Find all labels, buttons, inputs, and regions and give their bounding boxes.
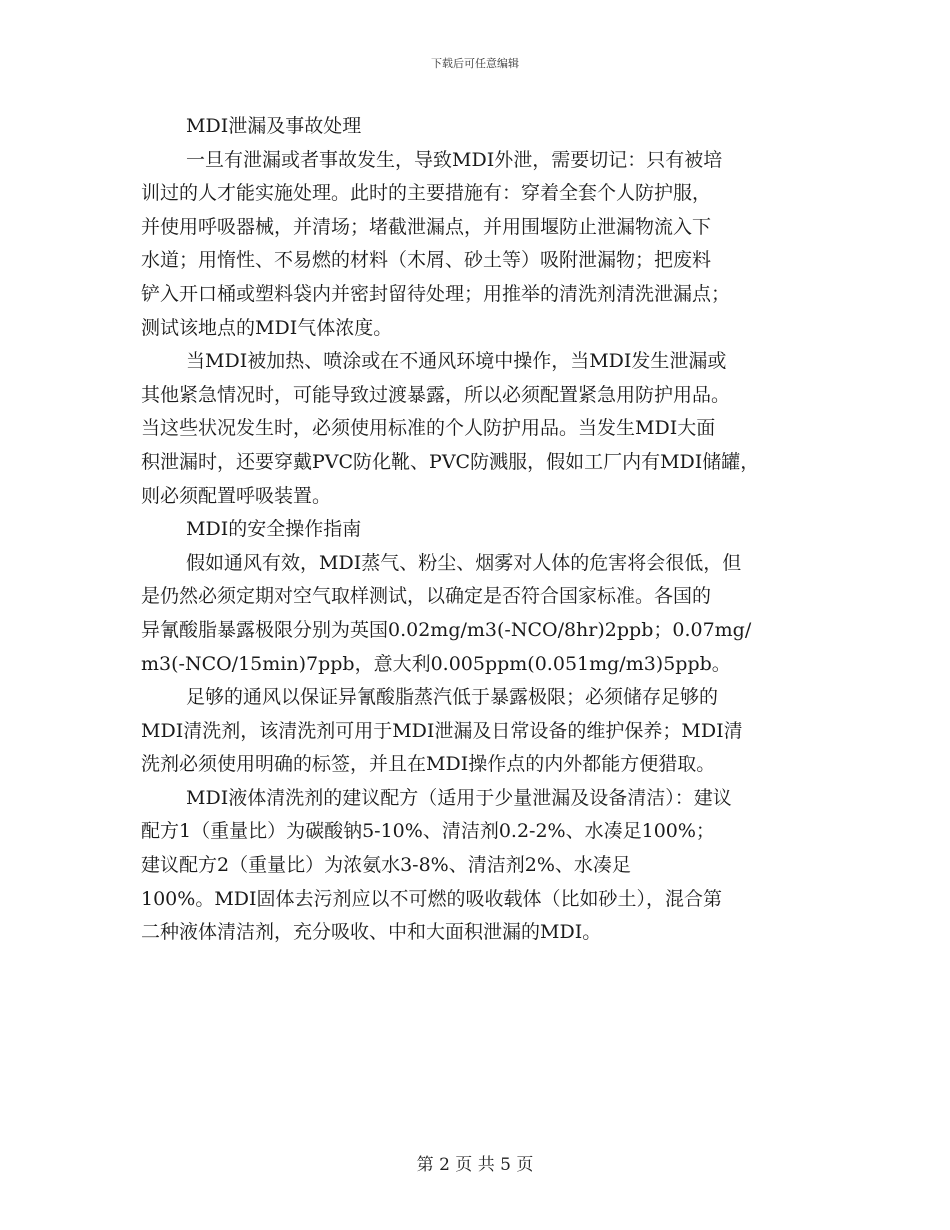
paragraph-line: 100%。MDI固体去污剂应以不可燃的吸收载体（比如砂土），混合第 — [141, 887, 723, 910]
paragraph-line: 二种液体清洁剂，充分吸收、中和大面积泄漏的MDI。 — [141, 921, 602, 944]
paragraph-line: 训过的人才能实施处理。此时的主要措施有：穿着全套个人防护服， — [141, 182, 712, 205]
paragraph-line: 并使用呼吸器械，并清场；堵截泄漏点，并用围堰防止泄漏物流入下 — [141, 215, 712, 238]
paragraph-line: 洗剂必须使用明确的标签，并且在MDI操作点的内外都能方便猎取。 — [141, 753, 716, 776]
page-number: 第 2 页 共 5 页 — [416, 1155, 534, 1175]
paragraph-line: 是仍然必须定期对空气取样测试，以确定是否符合国家标准。各国的 — [141, 585, 712, 608]
paragraph-line: 假如通风有效，MDI蒸气、粉尘、烟雾对人体的危害将会很低，但 — [186, 551, 742, 574]
document-body — [141, 110, 831, 950]
paragraph-line: 测试该地点的MDI气体浓度。 — [141, 316, 393, 339]
page-header-note: 下载后可任意编辑 — [431, 57, 519, 70]
paragraph-line: 当这些状况发生时，必须使用标准的个人防护用品。当发生MDI大面 — [141, 417, 716, 440]
paragraph-line: 则必须配置呼吸装置。 — [141, 484, 332, 507]
paragraph-line: 异氰酸脂暴露极限分别为英国0.02mg/m3(-NCO/8hr)2ppb；0.07mg/ — [141, 618, 752, 641]
paragraph-line: 其他紧急情况时，可能导致过渡暴露，所以必须配置紧急用防护用品。 — [141, 383, 731, 406]
paragraph-line: MDI清洗剂，该清洗剂可用于MDI泄漏及日常设备的维护保养；MDI清 — [141, 719, 743, 742]
paragraph-line: 水道；用惰性、不易燃的材料（木屑、砂土等）吸附泄漏物；把废料 — [141, 249, 712, 272]
paragraph-line: 足够的通风以保证异氰酸脂蒸汽低于暴露极限；必须储存足够的 — [186, 686, 719, 709]
paragraph-line: 建议配方2（重量比）为浓氨水3-8%、清洁剂2%、水凑足 — [141, 854, 631, 877]
paragraph-line: m3(-NCO/15min)7ppb，意大利0.005ppm(0.051mg/m3)5ppb。 — [141, 652, 731, 675]
section-heading-leak-handling: MDI泄漏及事故处理 — [186, 115, 362, 137]
section-heading-safety-guide: MDI的安全操作指南 — [186, 518, 362, 541]
paragraph-line: 积泄漏时，还要穿戴PVC防化靴、PVC防溅服，假如工厂内有MDI储罐， — [141, 450, 760, 473]
paragraph-line: 一旦有泄漏或者事故发生，导致MDI外泄，需要切记：只有被培 — [186, 148, 723, 171]
paragraph-line: MDI液体清洗剂的建议配方（适用于少量泄漏及设备清洁）：建议 — [186, 786, 732, 809]
paragraph-line: 铲入开口桶或塑料袋内并密封留待处理；用推举的清洗剂清洗泄漏点； — [141, 282, 731, 305]
paragraph-line: 当MDI被加热、喷涂或在不通风环境中操作，当MDI发生泄漏或 — [186, 350, 727, 373]
paragraph-line: 配方1（重量比）为碳酸钠5-10%、清洁剂0.2-2%、水凑足100%； — [141, 820, 715, 843]
